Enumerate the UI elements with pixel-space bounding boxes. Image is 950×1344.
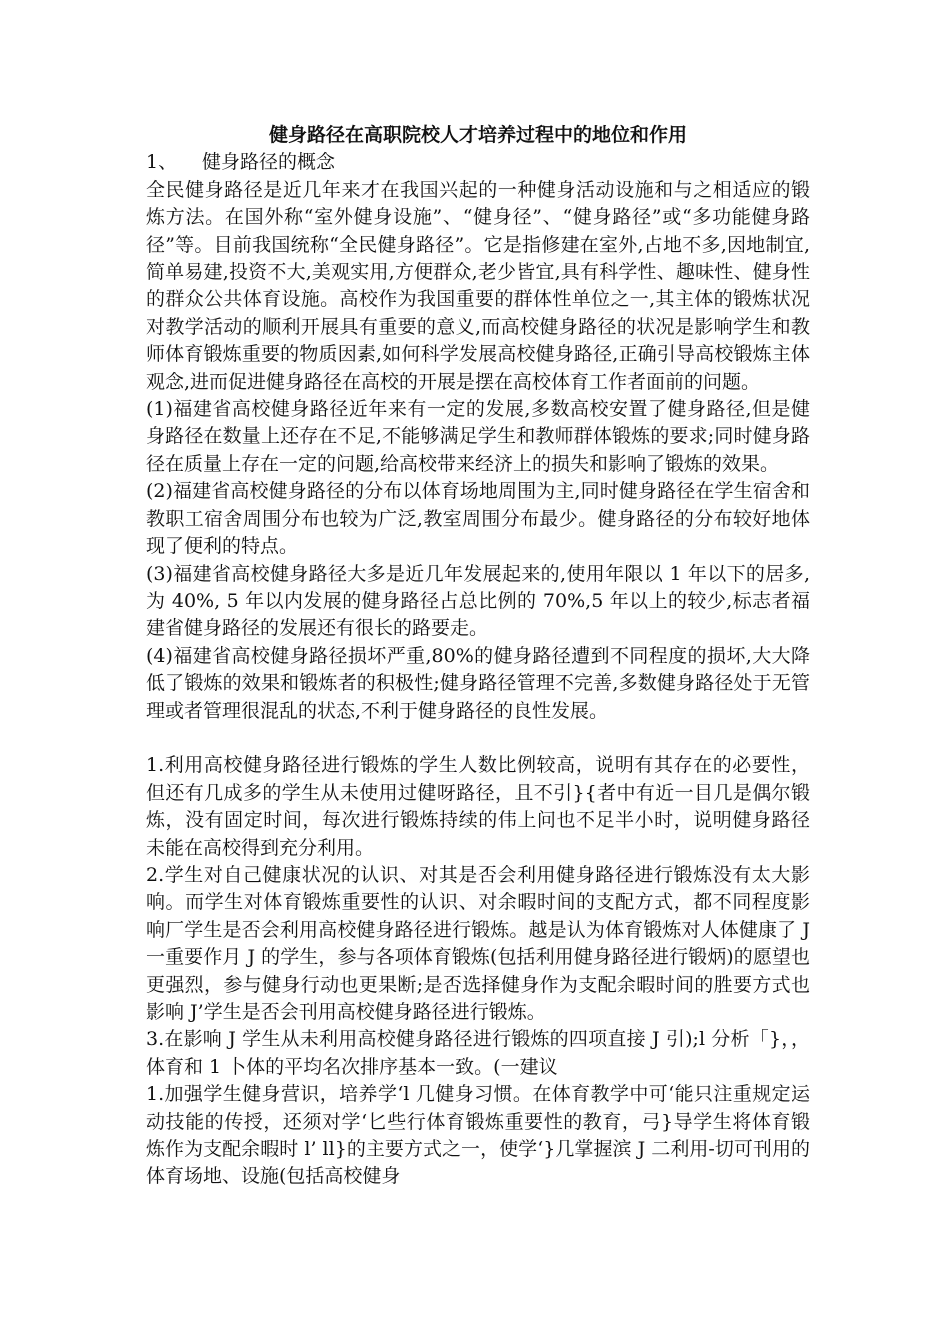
section-number: 1、 (146, 151, 178, 174)
paragraph-conclusion-3: 3.在影响 J 学生从未利用高校健身路径进行锻炼的四项直接 J 引);l 分析「}，，体育和 1 卜体的平均名次排序基本一致。(一建议 (146, 1028, 810, 1078)
section-heading-text: 健身路径的概念 (202, 151, 336, 174)
paragraph-finding-3: (3)福建省高校健身路径大多是近几年发展起来的,使用年限以 1 年以下的居多,为 40%, 5 年以内发展的健身路径占总比例的 70%,5 年以上的较少,标志者福建省健身路径的发展还有很长的路要走。 (146, 562, 810, 640)
paragraph-conclusion-2: 2.学生对自己健康状况的认识、对其是否会利用健身路径进行锻炼没有太大影响。而学生对体育锻炼重要性的认识、对余暇时间的支配方式，都不同程度影响厂学生是否会利用高校健身路径进行锻炼。越是认为体育锻炼对人体健康了 J 一重要作月 J 的学生，参与各项体育锻炼(包括利用健身路径进行锻炳)的愿望也更强烈，参与健身行动也更果断;是否选择健身作为支配余暇时间的胜要方式也影响 J’学生是否会刊用高校健身路径进行锻炼。 (146, 863, 810, 1023)
paragraph-suggestion-1: 1.加强学生健身营识，培养学‘l 几健身习惯。在体育教学中可‘能只注重规定运动技能的传授，还须对学‘匕些行体育锻炼重要性的教育，弓}导学生将体育锻炼作为支配余暇时 l’ ll}的主要方式之一，使学‘}几掌握滨 J 二利用-切可刊用的体育场地、设施(包括高校健身 (146, 1083, 810, 1188)
paragraph-definition: 全民健身路径是近几年来才在我国兴起的一种健身活动设施和与之相适应的锻炼方法。在国外称“室外健身设施”、“健身径”、“健身路径”或“多功能健身路径”等。目前我国统称“全民健身路径”。它是指修建在室外,占地不多,因地制宜,简单易建,投资不大,美观实用,方便群众,老少皆宜,具有科学性、趣味性、健身性的群众公共体育设施。高校作为我国重要的群体性单位之一,其主体的锻炼状况对教学活动的顺利开展具有重要的意义,而高校健身路径的状况是影响学生和教师体育锻炼重要的物质因素,如何科学发展高校健身路径,正确引导高校锻炼主体观念,进而促进健身路径在高校的开展是摆在高校体育工作者面前的问题。 (146, 178, 810, 393)
paragraph-conclusion-1: 1.利用高校健身路径进行锻炼的学生人数比例较高，说明有其存在的必要性，但还有几成多的学生从未使用过健呀路径，且不引}{者中有近一目几是偶尔锻炼，没有固定时间，每次进行锻炼持续的伟上问也不足半小时，说明健身路径未能在高校得到充分利用。 (146, 754, 810, 859)
section-heading (146, 149, 810, 176)
blank-line (146, 725, 810, 752)
paragraph-finding-4: (4)福建省高校健身路径损坏严重,80%的健身路径遭到不同程度的损坏,大大降低了锻炼的效果和锻炼者的积极性;健身路径管理不完善,多数健身路径处于无管理或者管理很混乱的状态,不利于健身路径的良性发展。 (146, 644, 810, 722)
paragraph-finding-2: (2)福建省高校健身路径的分布以体育场地周围为主,同时健身路径在学生宿舍和教职工宿舍周围分布也较为广泛,教室周围分布最少。健身路径的分布较好地体现了便利的特点。 (146, 480, 810, 558)
document-page (146, 122, 810, 1191)
document-title: 健身路径在高职院校人才培养过程中的地位和作用 (268, 124, 687, 146)
paragraph-finding-1: (1)福建省高校健身路径近年来有一定的发展,多数高校安置了健身路径,但是健身路径在数量上还存在不足,不能够满足学生和教师群体锻炼的要求;同时健身路径在质量上存在一定的问题,给高校带来经济上的损失和影响了锻炼的效果。 (146, 398, 810, 475)
